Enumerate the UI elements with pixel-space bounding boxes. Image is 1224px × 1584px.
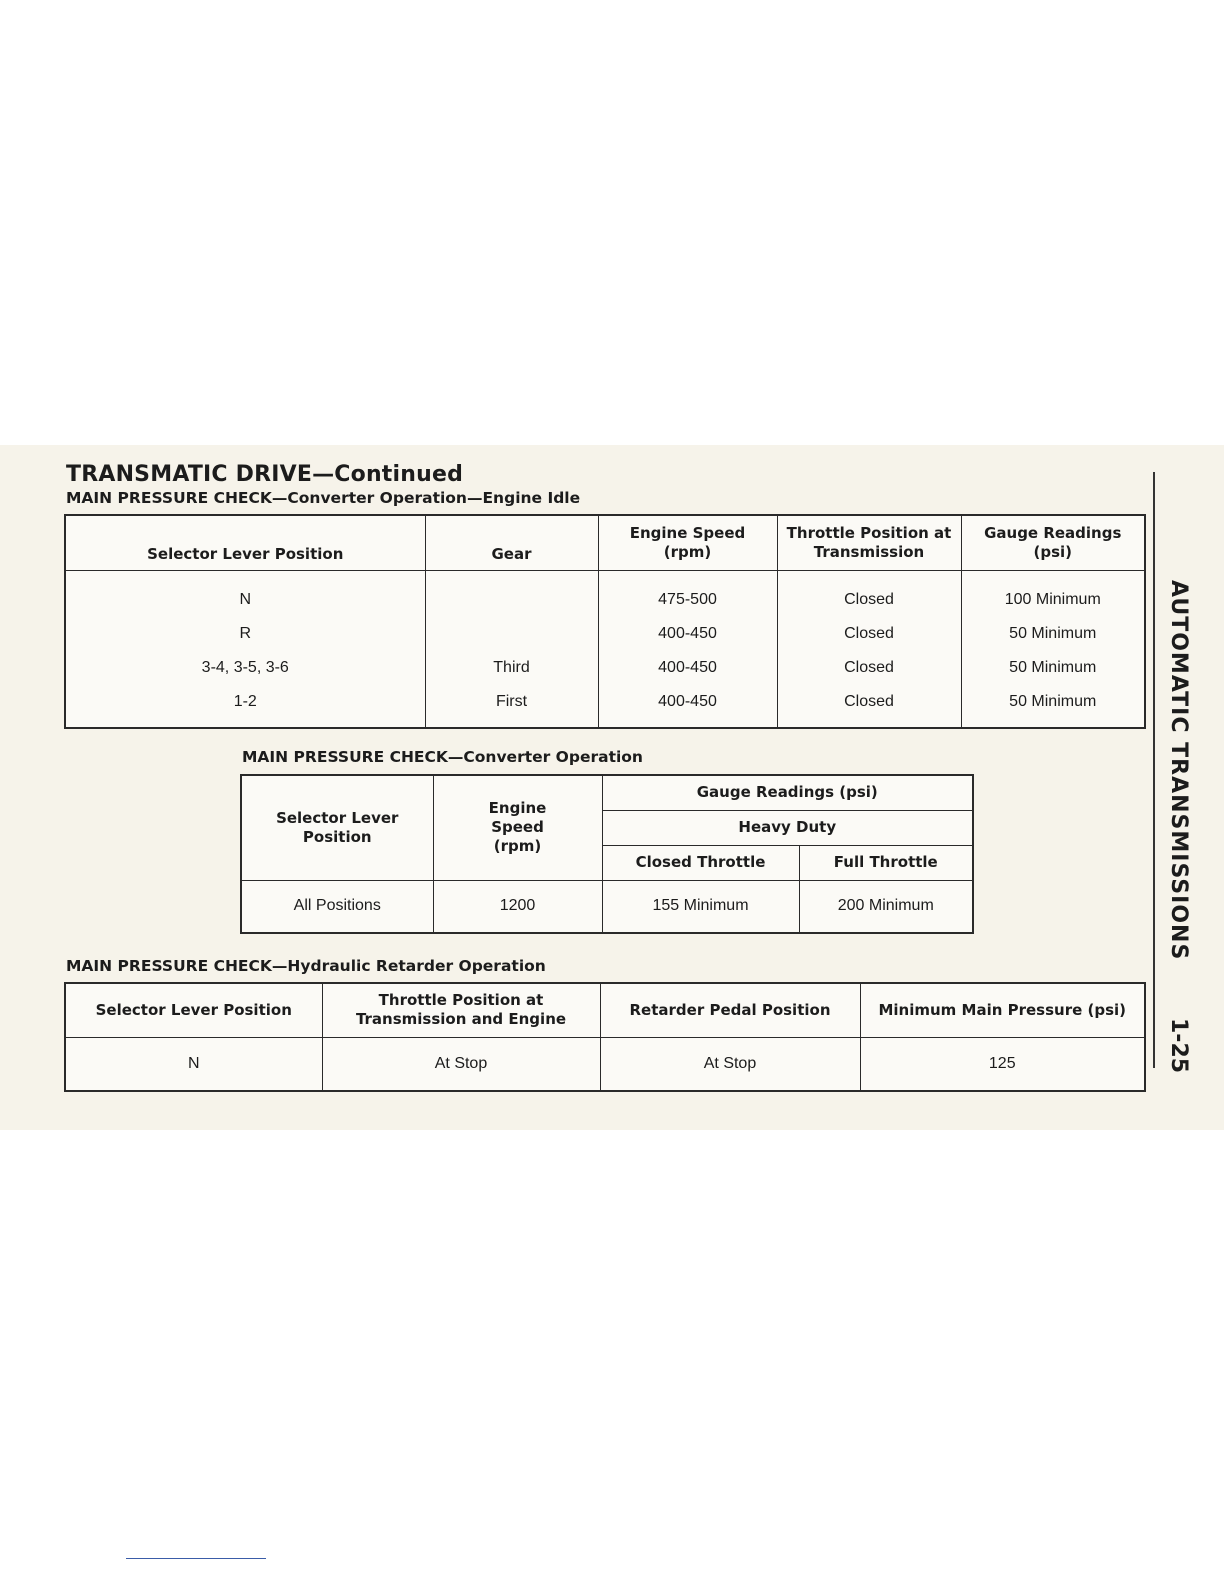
- header-engine-speed: [433, 775, 602, 880]
- header-gauge-readings: Gauge Readings (psi): [602, 775, 973, 810]
- cell-engine-speed: 1200: [433, 880, 602, 933]
- cell-selector: N: [65, 1037, 322, 1091]
- retarder-pressure-table: [64, 982, 1146, 1092]
- cell-throttle: Closed: [777, 570, 961, 617]
- header-closed-throttle: Closed Throttle: [602, 845, 799, 880]
- section-side-title: AUTOMATIC TRANSMISSIONS: [1166, 580, 1191, 961]
- table1-heading: MAIN PRESSURE CHECK—Converter Operation—Engine Idle: [66, 489, 581, 507]
- table-row: [241, 880, 973, 933]
- margin-rule: [1153, 472, 1155, 1068]
- header-heavy-duty: Heavy Duty: [602, 810, 973, 845]
- header-selector-lever-position: Selector Lever Position: [65, 515, 425, 570]
- cell-engine-speed: 400-450: [598, 617, 777, 651]
- cell-minimum-pressure: 125: [860, 1037, 1145, 1091]
- table-row: [65, 1037, 1145, 1091]
- table3-heading: MAIN PRESSURE CHECK—Hydraulic Retarder Operation: [66, 957, 546, 975]
- cell-engine-speed: 400-450: [598, 651, 777, 685]
- header-retarder-pedal-position: Retarder Pedal Position: [600, 983, 860, 1037]
- table-row: [65, 570, 1145, 617]
- header-engine-speed-text: Engine Speed (rpm): [488, 799, 547, 856]
- cell-throttle: Closed: [777, 685, 961, 728]
- cell-selector: 1-2: [65, 685, 425, 728]
- cell-gauge: 50 Minimum: [961, 685, 1145, 728]
- cell-throttle: At Stop: [322, 1037, 600, 1091]
- table-row: [65, 685, 1145, 728]
- header-gauge-readings: [961, 515, 1145, 570]
- cell-closed-throttle: 155 Minimum: [602, 880, 799, 933]
- page-number: 1-25: [1166, 1018, 1191, 1074]
- table-row: [65, 651, 1145, 685]
- table2-heading: MAIN PRESSURE CHECK—Converter Operation: [242, 748, 643, 766]
- header-engine-speed-text: Engine Speed (rpm): [629, 523, 746, 561]
- cell-engine-speed: 475-500: [598, 570, 777, 617]
- footer-rule: [126, 1558, 266, 1559]
- cell-selector: R: [65, 617, 425, 651]
- cell-gauge: 50 Minimum: [961, 651, 1145, 685]
- cell-gear: [425, 570, 598, 617]
- cell-gear: First: [425, 685, 598, 728]
- header-gauge-readings-text: Gauge Readings (psi): [984, 523, 1122, 561]
- page-title: TRANSMATIC DRIVE—Continued: [66, 462, 464, 487]
- cell-engine-speed: 400-450: [598, 685, 777, 728]
- header-throttle-text: Throttle Position at Transmission and Engine: [355, 991, 567, 1029]
- cell-retarder-pedal: At Stop: [600, 1037, 860, 1091]
- header-gear: Gear: [425, 515, 598, 570]
- converter-pressure-table: [240, 774, 974, 934]
- cell-gauge: 50 Minimum: [961, 617, 1145, 651]
- header-selector-text: Selector Lever Position: [276, 808, 399, 846]
- cell-throttle: Closed: [777, 651, 961, 685]
- cell-full-throttle: 200 Minimum: [799, 880, 973, 933]
- header-throttle-position: Throttle Position at Transmission: [777, 515, 961, 570]
- cell-gear: [425, 617, 598, 651]
- header-engine-speed: [598, 515, 777, 570]
- idle-pressure-table: [64, 514, 1146, 729]
- cell-throttle: Closed: [777, 617, 961, 651]
- cell-selector: 3-4, 3-5, 3-6: [65, 651, 425, 685]
- cell-gauge: 100 Minimum: [961, 570, 1145, 617]
- header-selector-lever-position: Selector Lever Position: [65, 983, 322, 1037]
- cell-selector: N: [65, 570, 425, 617]
- header-selector-lever-position: [241, 775, 433, 880]
- header-full-throttle: Full Throttle: [799, 845, 973, 880]
- header-throttle-position: [322, 983, 600, 1037]
- cell-selector: All Positions: [241, 880, 433, 933]
- cell-gear: Third: [425, 651, 598, 685]
- table-row: [65, 617, 1145, 651]
- header-minimum-main-pressure: Minimum Main Pressure (psi): [860, 983, 1145, 1037]
